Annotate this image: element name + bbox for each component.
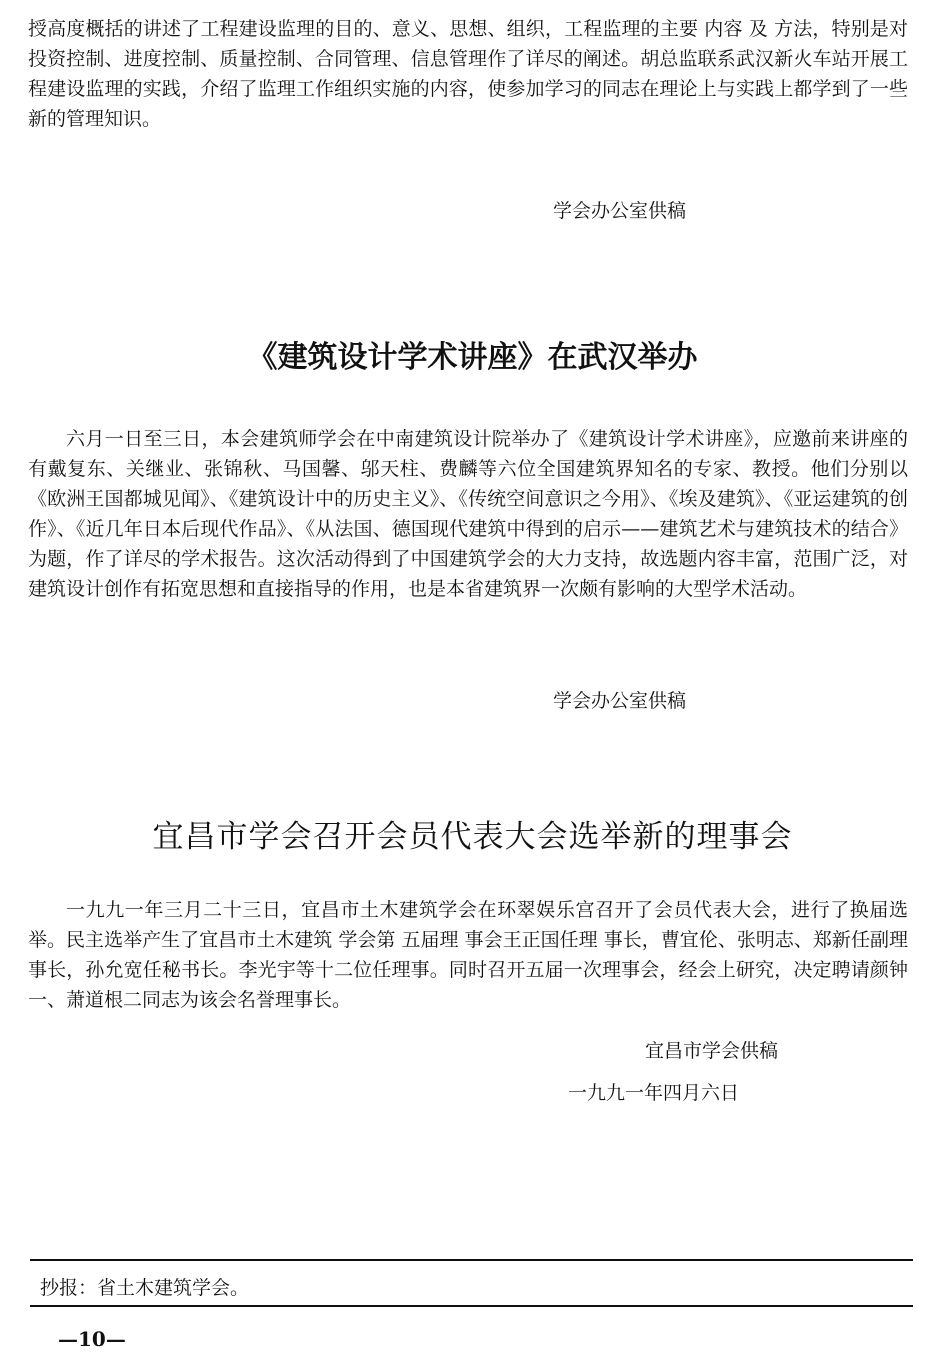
section3-title: 宜昌市学会召开会员代表大会选举新的理事会 (152, 819, 793, 855)
section3-date: 一九九一年四月六日 (568, 1082, 740, 1104)
section2-signature: 学会办公室供稿 (553, 690, 687, 712)
footer-rule-bottom (30, 1305, 913, 1307)
section2-title: 《建筑设计学术讲座》在武汉举办 (247, 340, 698, 375)
footer-rule-top (30, 1259, 913, 1261)
section3-signature: 宜昌市学会供稿 (645, 1040, 779, 1062)
section3-body: 一九九一年三月二十三日，宜昌市土木建筑学会在环翠娱乐宫召开了会员代表大会，进行了换届选举。民主选举产生了宜昌市土木建筑 学会第 五届理 事会王正国任理 事长，曹宜伦、张明志、郑新任副理事长，孙允宽任秘书长。李光宇等十二位任理事。同时召开五届一次理事会，经会上研究，决定聘请颜钟一、萧道根二同志为该会名誉理事长。 (28, 899, 908, 1011)
footer-cc-note: 抄报：省土木建筑学会。 (40, 1277, 250, 1299)
section1-signature: 学会办公室供稿 (553, 200, 687, 222)
section2-body: 六月一日至三日，本会建筑师学会在中南建筑设计院举办了《建筑设计学术讲座》，应邀前来讲座的有戴复东、关继业、张锦秋、马国馨、邬天柱、费麟等六位全国建筑界知名的专家、教授。他们分别以《欧洲王国都城见闻》、《建筑设计中的历史主义》、《传统空间意识之今用》、《埃及建筑》、《亚运建筑的创作》、《近几年日本后现代作品》、《从法国、德国现代建筑中得到的启示——建筑艺术与建筑技术的结合》为题，作了详尽的学术报告。这次活动得到了中国建筑学会的大力支持，故选题内容丰富，范围广泛，对建筑设计创作有拓宽思想和直接指导的作用，也是本省建筑界一次颇有影响的大型学术活动。 (28, 428, 908, 600)
page-number: —10— (58, 1327, 126, 1351)
section1-body: 授高度概括的讲述了工程建设监理的目的、意义、思想、组织，工程监理的主要 内容 及 方法，特别是对投资控制、进度控制、质量控制、合同管理、信息管理作了详尽的阐述。胡总监联系武汉新火车站开展工程建设监理的实践，介绍了监理工作组织实施的内容，使参加学习的同志在理论上与实践上都学到了一些新的管理知识。 (28, 18, 908, 130)
